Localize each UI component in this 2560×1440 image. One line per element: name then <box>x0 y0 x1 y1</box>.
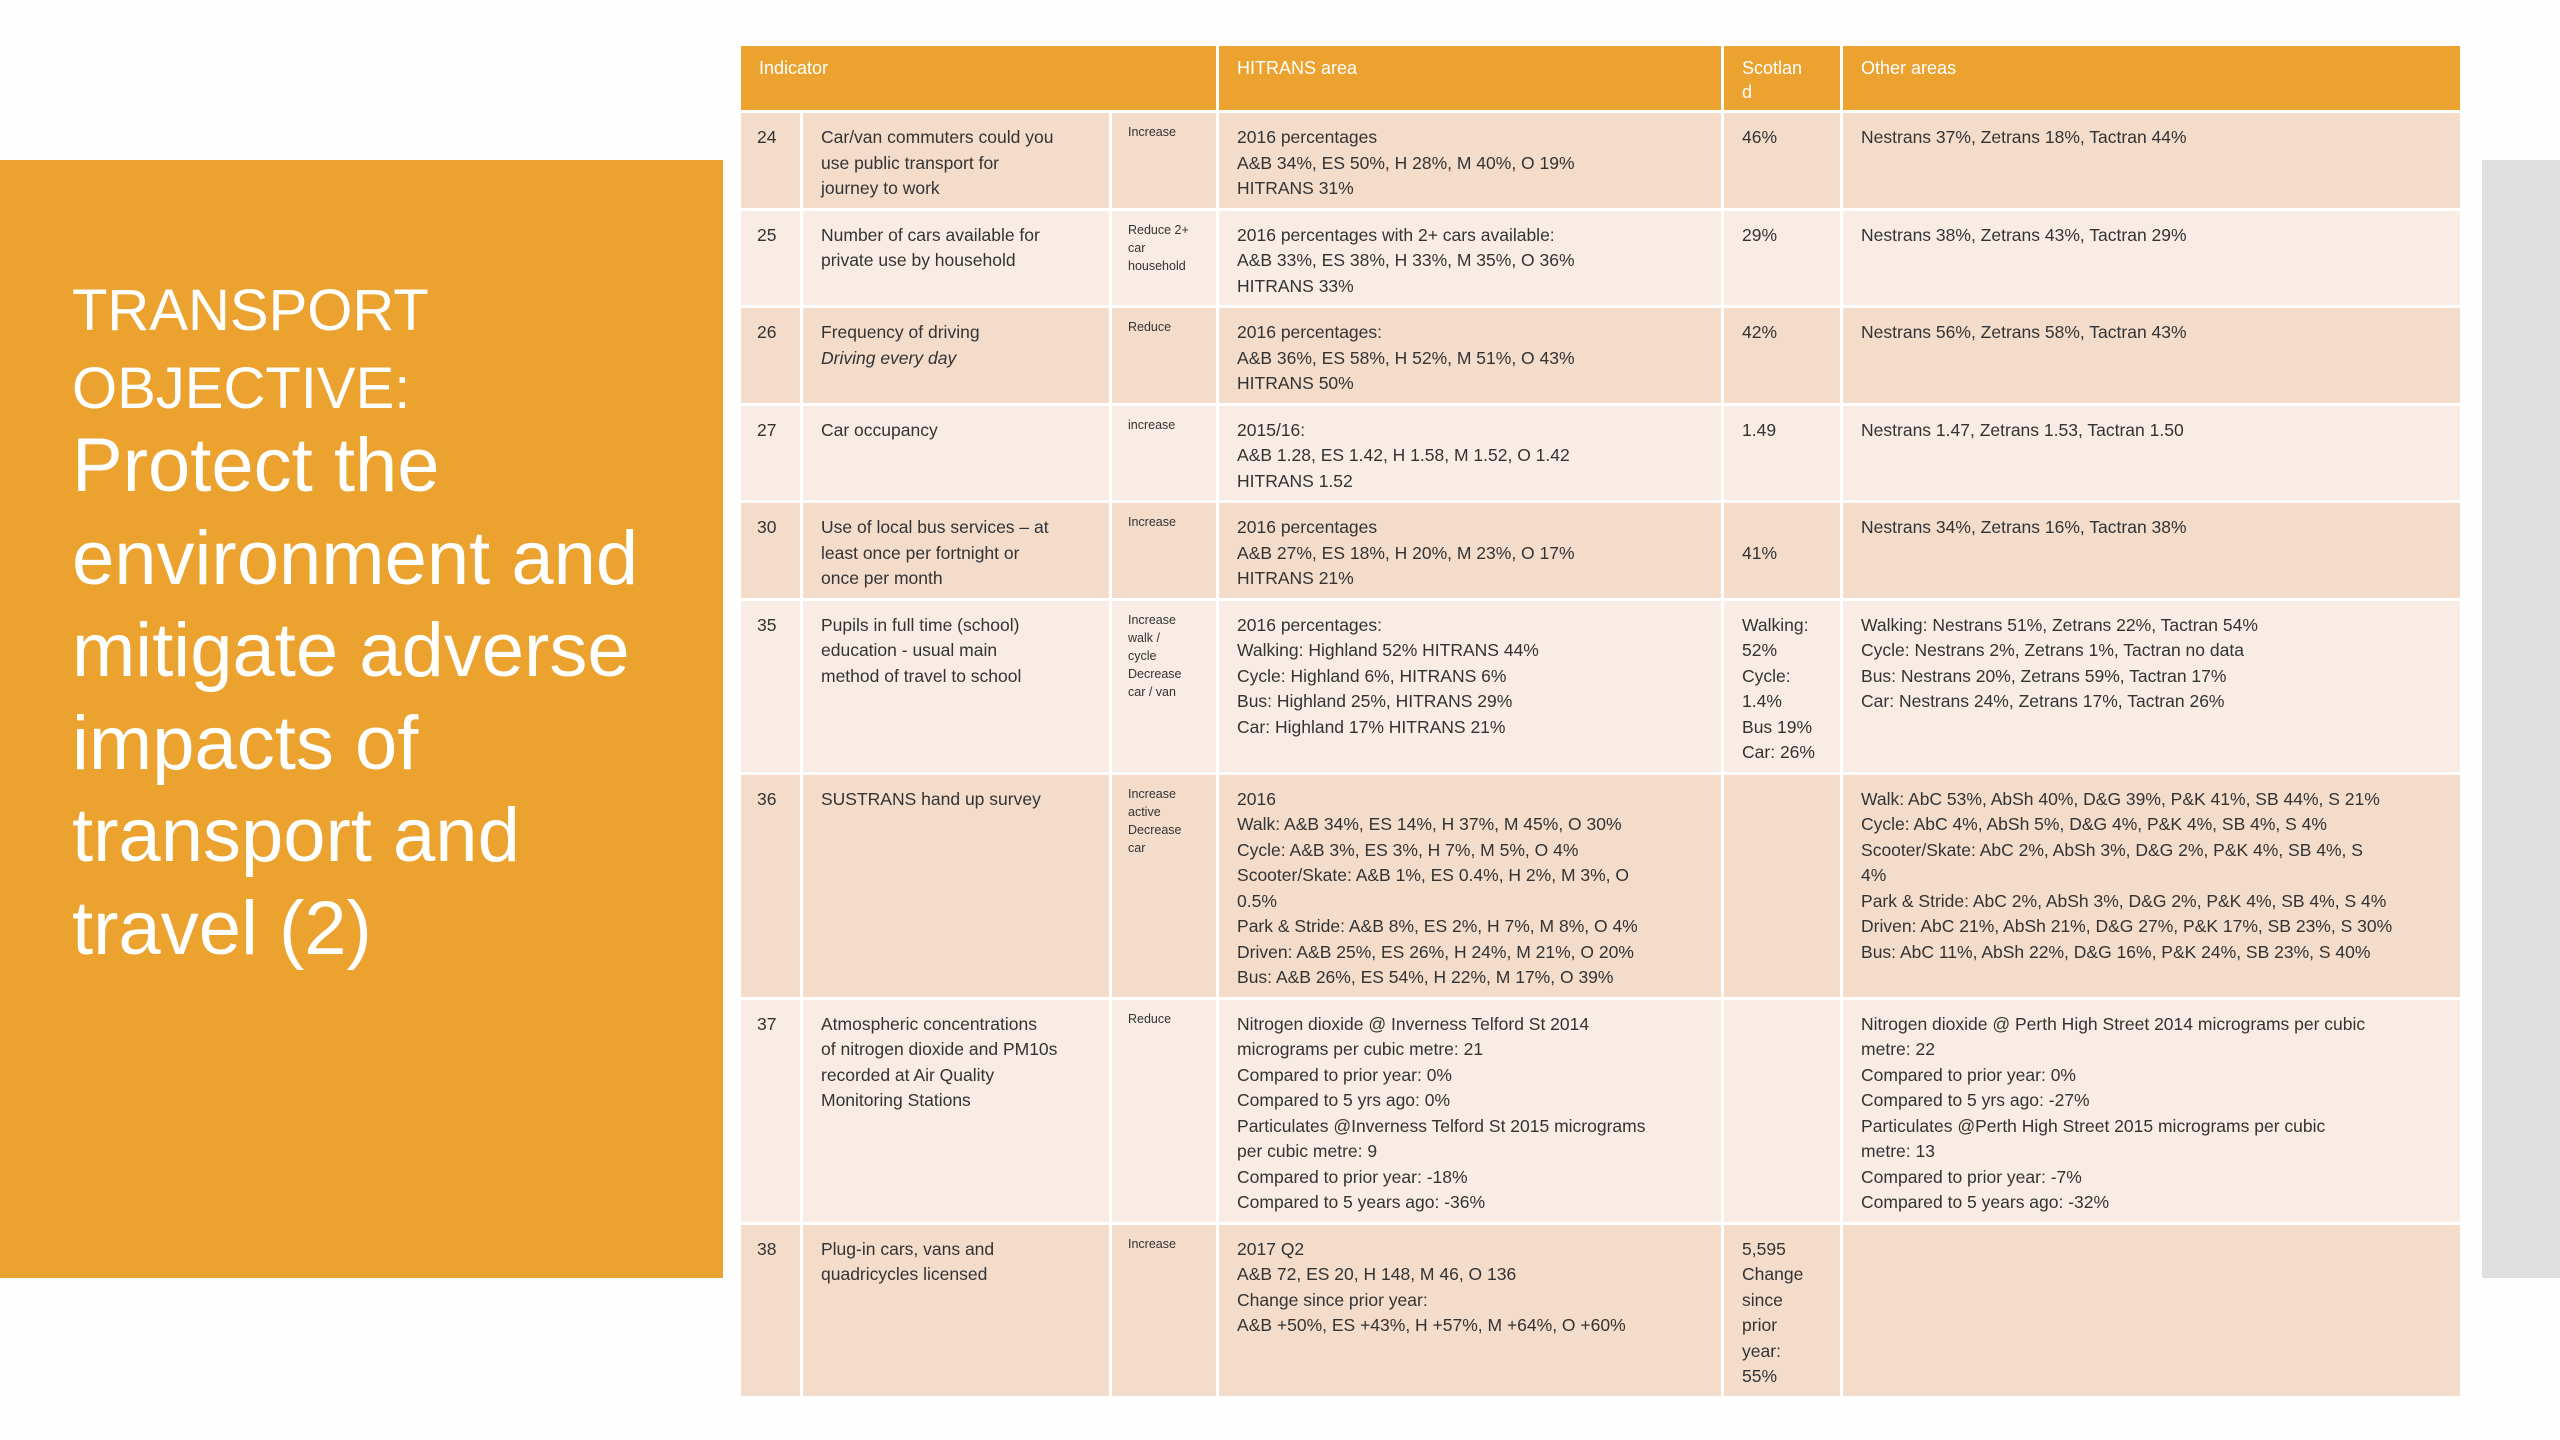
target-direction-line: Decrease <box>1128 666 1182 681</box>
table-row <box>740 112 2462 210</box>
indicator-name-line: of nitrogen dioxide and PM10s <box>821 1039 1058 1059</box>
hitrans-value-line: Cycle: Highland 6%, HITRANS 6% <box>1237 665 1507 686</box>
table-row <box>740 599 2462 773</box>
indicator-number <box>740 404 802 502</box>
other-areas-value-line: Nitrogen dioxide @ Perth High Street 2014 micrograms per cubic <box>1861 1013 2366 1034</box>
indicator-name <box>802 307 1111 405</box>
indicator-name <box>802 112 1111 210</box>
scotland-value <box>1723 599 1842 773</box>
indicator-number <box>740 998 802 1223</box>
target-direction-line: Increase <box>1128 612 1176 627</box>
table-row <box>740 502 2462 600</box>
scotland-value-line: 1.4% <box>1742 691 1782 711</box>
target-direction <box>1111 112 1218 210</box>
indicator-number-line: 37 <box>757 1013 777 1034</box>
header-scotland-part: d <box>1742 82 1753 102</box>
indicator-name-line: Plug-in cars, vans and <box>821 1238 995 1259</box>
header-hitrans: HITRANS area <box>1218 45 1723 112</box>
hitrans-value <box>1218 112 1723 210</box>
indicator-name-line: Frequency of driving <box>821 322 980 342</box>
hitrans-value <box>1218 307 1723 405</box>
hitrans-value-line: Compared to 5 yrs ago: 0% <box>1237 1090 1451 1110</box>
hitrans-value-line: Bus: A&B 26%, ES 54%, H 22%, M 17%, O 39% <box>1237 967 1614 987</box>
indicator-name-line: Use of local bus services – at <box>821 517 1049 537</box>
other-areas-value-line: Car: Nestrans 24%, Zetrans 17%, Tactran 26% <box>1861 691 2225 711</box>
other-areas-value-line: Cycle: Nestrans 2%, Zetrans 1%, Tactran no data <box>1861 640 2244 660</box>
decorative-strip <box>2482 160 2560 1278</box>
hitrans-value-line: A&B 72, ES 20, H 148, M 46, O 136 <box>1237 1264 1517 1284</box>
other-areas-value <box>1842 209 2462 307</box>
hitrans-value-line: Compared to 5 years ago: -36% <box>1237 1192 1486 1212</box>
scotland-value-line: 55% <box>1742 1366 1778 1386</box>
other-areas-value-line: Bus: AbC 11%, AbSh 22%, D&G 16%, P&K 24%, SB 23%, S 40% <box>1861 941 2371 962</box>
indicator-name-line: quadricycles licensed <box>821 1264 988 1284</box>
hitrans-value-line: 2016 percentages: <box>1237 322 1383 342</box>
target-direction-line: increase <box>1128 417 1176 432</box>
hitrans-value <box>1218 773 1723 998</box>
target-direction-line: car / van <box>1128 684 1176 699</box>
indicator-name-line: use public transport for <box>821 152 1000 173</box>
other-areas-value-line: 4% <box>1861 865 1887 885</box>
indicator-number <box>740 307 802 405</box>
scotland-value-line: year: <box>1742 1340 1781 1361</box>
other-areas-value-line: Nestrans 38%, Zetrans 43%, Tactran 29% <box>1861 224 2187 245</box>
hitrans-value <box>1218 1223 1723 1397</box>
other-areas-value <box>1842 599 2462 773</box>
target-direction <box>1111 773 1218 998</box>
other-areas-value <box>1842 502 2462 600</box>
other-areas-value-line: Nestrans 37%, Zetrans 18%, Tactran 44% <box>1861 127 2187 147</box>
scotland-value <box>1723 404 1842 502</box>
other-areas-value-line: Nestrans 34%, Zetrans 16%, Tactran 38% <box>1861 517 2187 537</box>
other-areas-value <box>1842 773 2462 998</box>
table-row <box>740 307 2462 405</box>
scotland-value-line: 5,595 <box>1742 1238 1786 1259</box>
hitrans-value-line: Particulates @Inverness Telford St 2015 micrograms <box>1237 1115 1646 1136</box>
hitrans-value-line: HITRANS 50% <box>1237 373 1354 393</box>
hitrans-value-line: Nitrogen dioxide @ Inverness Telford St 2014 <box>1237 1013 1590 1034</box>
other-areas-value-line: Walk: AbC 53%, AbSh 40%, D&G 39%, P&K 41%, SB 44%, S 21% <box>1861 788 2380 809</box>
hitrans-value-line: Walk: A&B 34%, ES 14%, H 37%, M 45%, O 30% <box>1237 814 1622 834</box>
hitrans-value-line: 2016 percentages: <box>1237 614 1383 635</box>
target-direction-line: Increase <box>1128 515 1176 529</box>
slide-kicker: TRANSPORT OBJECTIVE: <box>72 278 428 421</box>
indicator-name <box>802 502 1111 600</box>
hitrans-value-line: Cycle: A&B 3%, ES 3%, H 7%, M 5%, O 4% <box>1237 839 1579 860</box>
indicator-name-line: Pupils in full time (school) <box>821 614 1020 635</box>
other-areas-value-line: metre: 22 <box>1861 1039 1935 1059</box>
header-scotland-label <box>1742 56 1832 104</box>
other-areas-value-line: Cycle: AbC 4%, AbSh 5%, D&G 4%, P&K 4%, SB 4%, S 4% <box>1861 814 2327 834</box>
other-areas-value-line: Park & Stride: AbC 2%, AbSh 3%, D&G 2%, P&K 4%, SB 4%, S 4% <box>1861 890 2387 911</box>
target-direction-line: Increase <box>1128 125 1176 139</box>
slide-title: Protect the environment and mitigate adverse impacts of transport and travel (2) <box>72 423 639 971</box>
hitrans-value-line: HITRANS 31% <box>1237 178 1354 198</box>
hitrans-value-line: Compared to prior year: 0% <box>1237 1064 1452 1085</box>
target-direction <box>1111 307 1218 405</box>
indicator-number-line: 38 <box>757 1238 777 1259</box>
hitrans-value-line: 2016 <box>1237 788 1276 809</box>
hitrans-value-line: per cubic metre: 9 <box>1237 1141 1378 1161</box>
other-areas-value-line: Bus: Nestrans 20%, Zetrans 59%, Tactran 17% <box>1861 665 2227 686</box>
scotland-value-line: 42% <box>1742 322 1778 342</box>
scotland-value <box>1723 773 1842 998</box>
scotland-value-line: 41% <box>1742 542 1778 563</box>
other-areas-value-line: Compared to prior year: 0% <box>1861 1064 2076 1085</box>
indicator-number <box>740 773 802 998</box>
other-areas-value <box>1842 404 2462 502</box>
hitrans-value-line: 2016 percentages with 2+ cars available: <box>1237 224 1555 245</box>
hitrans-value-line: Change since prior year: <box>1237 1289 1428 1310</box>
table-row <box>740 773 2462 998</box>
indicator-name-line: recorded at Air Quality <box>821 1064 995 1085</box>
indicator-number-line: 24 <box>757 127 777 147</box>
indicator-name-line: Car occupancy <box>821 419 938 440</box>
indicator-number-line: 27 <box>757 419 777 440</box>
indicator-name-line: Atmospheric concentrations <box>821 1013 1037 1034</box>
target-direction <box>1111 404 1218 502</box>
indicator-number <box>740 112 802 210</box>
scotland-value <box>1723 112 1842 210</box>
target-direction-line: Decrease <box>1128 822 1182 837</box>
scotland-value-line: 52% <box>1742 640 1778 660</box>
hitrans-value-line: 0.5% <box>1237 890 1277 911</box>
scotland-value-line: prior <box>1742 1315 1778 1335</box>
target-direction-line: walk / <box>1128 630 1160 645</box>
target-direction-line: car <box>1128 240 1146 255</box>
scotland-value <box>1723 209 1842 307</box>
indicator-number <box>740 502 802 600</box>
indicator-name-line: method of travel to school <box>821 665 1022 686</box>
hitrans-value-line: Compared to prior year: -18% <box>1237 1166 1468 1187</box>
other-areas-value-line: Compared to 5 yrs ago: -27% <box>1861 1090 2090 1110</box>
scotland-value-line: Cycle: <box>1742 665 1791 686</box>
other-areas-value-line: Particulates @Perth High Street 2015 micrograms per cubic <box>1861 1115 2326 1136</box>
indicator-name-line: Monitoring Stations <box>821 1090 971 1110</box>
hitrans-value-line: HITRANS 21% <box>1237 568 1354 588</box>
hitrans-value-line: 2016 percentages <box>1237 517 1378 537</box>
indicator-name <box>802 1223 1111 1397</box>
hitrans-value-line: Driven: A&B 25%, ES 26%, H 24%, M 21%, O 20% <box>1237 941 1634 962</box>
scotland-value-line: Bus 19% <box>1742 716 1813 737</box>
other-areas-value-line: Walking: Nestrans 51%, Zetrans 22%, Tactran 54% <box>1861 614 2258 635</box>
indicator-number <box>740 209 802 307</box>
header-indicator: Indicator <box>740 45 1218 112</box>
indicator-name-line: SUSTRANS hand up survey <box>821 788 1041 809</box>
indicator-name <box>802 599 1111 773</box>
table-header-row <box>740 45 2462 112</box>
hitrans-value-line: A&B 36%, ES 58%, H 52%, M 51%, O 43% <box>1237 347 1575 368</box>
target-direction <box>1111 1223 1218 1397</box>
header-other: Other areas <box>1842 45 2462 112</box>
target-direction-line: household <box>1128 258 1186 273</box>
other-areas-value-line: Nestrans 56%, Zetrans 58%, Tactran 43% <box>1861 322 2187 342</box>
indicator-number <box>740 599 802 773</box>
hitrans-value <box>1218 502 1723 600</box>
hitrans-value <box>1218 404 1723 502</box>
scotland-value-line: Car: 26% <box>1742 742 1815 762</box>
indicator-number <box>740 1223 802 1397</box>
other-areas-value-line: Compared to prior year: -7% <box>1861 1166 2082 1187</box>
hitrans-value <box>1218 209 1723 307</box>
indicator-number-line: 36 <box>757 788 777 809</box>
target-direction-line: Increase <box>1128 786 1176 801</box>
target-direction-line: car <box>1128 840 1146 855</box>
hitrans-value-line: 2017 Q2 <box>1237 1238 1305 1259</box>
indicator-name-line: education - usual main <box>821 640 998 660</box>
other-areas-value <box>1842 998 2462 1223</box>
indicator-name <box>802 209 1111 307</box>
hitrans-value-line: Car: Highland 17% HITRANS 21% <box>1237 716 1506 737</box>
other-areas-value-line: Compared to 5 years ago: -32% <box>1861 1192 2110 1212</box>
scotland-value-line: since <box>1742 1289 1783 1310</box>
indicator-name-line: private use by household <box>821 250 1016 270</box>
header-scotland <box>1723 45 1842 112</box>
indicator-name-line: journey to work <box>821 178 940 198</box>
target-direction-line: Increase <box>1128 1236 1176 1251</box>
scotland-value <box>1723 998 1842 1223</box>
target-direction-line: active <box>1128 804 1161 819</box>
table-row <box>740 998 2462 1223</box>
table-row <box>740 209 2462 307</box>
other-areas-value-line: metre: 13 <box>1861 1141 1935 1161</box>
indicator-number-line: 30 <box>757 517 777 537</box>
other-areas-value-line: Nestrans 1.47, Zetrans 1.53, Tactran 1.50 <box>1861 419 2184 440</box>
target-direction-line: Reduce 2+ <box>1128 222 1189 237</box>
hitrans-value-line: Scooter/Skate: A&B 1%, ES 0.4%, H 2%, M 3%, O <box>1237 865 1630 885</box>
hitrans-value-line: A&B 27%, ES 18%, H 20%, M 23%, O 17% <box>1237 542 1575 563</box>
hitrans-value-line: A&B 1.28, ES 1.42, H 1.58, M 1.52, O 1.42 <box>1237 445 1570 465</box>
scotland-value-line: 1.49 <box>1742 419 1777 440</box>
hitrans-value-line: Walking: Highland 52% HITRANS 44% <box>1237 640 1539 660</box>
table-row <box>740 1223 2462 1397</box>
target-direction-line: Reduce <box>1128 1011 1172 1026</box>
indicator-name-line: least once per fortnight or <box>821 542 1020 563</box>
hitrans-value-line: HITRANS 1.52 <box>1237 470 1353 491</box>
scotland-value-line: 29% <box>1742 224 1778 245</box>
scotland-value <box>1723 502 1842 600</box>
hitrans-value-line: Park & Stride: A&B 8%, ES 2%, H 7%, M 8%, O 4% <box>1237 916 1638 936</box>
other-areas-value <box>1842 112 2462 210</box>
hitrans-value-line: A&B +50%, ES +43%, H +57%, M +64%, O +60% <box>1237 1315 1626 1335</box>
hitrans-value-line: A&B 33%, ES 38%, H 33%, M 35%, O 36% <box>1237 250 1575 270</box>
target-direction <box>1111 502 1218 600</box>
target-direction-line: cycle <box>1128 648 1157 663</box>
indicator-name <box>802 773 1111 998</box>
scotland-value-line: Walking: <box>1742 614 1809 635</box>
target-direction-line: Reduce <box>1128 320 1172 334</box>
indicator-name-subtitle: Driving every day <box>821 347 957 368</box>
hitrans-value-line: micrograms per cubic metre: 21 <box>1237 1039 1484 1059</box>
scotland-value-line: Change <box>1742 1264 1804 1284</box>
indicator-number-line: 35 <box>757 614 777 635</box>
other-areas-value-line: Driven: AbC 21%, AbSh 21%, D&G 27%, P&K 17%, SB 23%, S 30% <box>1861 916 2393 936</box>
other-areas-value <box>1842 1223 2462 1397</box>
hitrans-value <box>1218 998 1723 1223</box>
indicator-name <box>802 404 1111 502</box>
header-scotland-part: Scotlan <box>1742 58 1803 78</box>
target-direction <box>1111 209 1218 307</box>
other-areas-value <box>1842 307 2462 405</box>
scotland-value <box>1723 1223 1842 1397</box>
scotland-value-line: 46% <box>1742 127 1778 147</box>
table-row <box>740 404 2462 502</box>
hitrans-value-line: 2016 percentages <box>1237 127 1378 147</box>
scotland-value-line <box>1742 515 1832 541</box>
hitrans-value-line: 2015/16: <box>1237 419 1306 440</box>
indicator-number-line: 25 <box>757 224 777 245</box>
indicator-number-line: 26 <box>757 322 777 342</box>
other-areas-value-line: Scooter/Skate: AbC 2%, AbSh 3%, D&G 2%, P&K 4%, SB 4%, S <box>1861 839 2363 860</box>
hitrans-value-line: Bus: Highland 25%, HITRANS 29% <box>1237 691 1513 711</box>
scotland-value <box>1723 307 1842 405</box>
hitrans-value-line: A&B 34%, ES 50%, H 28%, M 40%, O 19% <box>1237 152 1575 173</box>
table-body <box>740 112 2462 1398</box>
indicator-table <box>738 43 2463 1399</box>
indicator-name-line: Number of cars available for <box>821 224 1040 245</box>
hitrans-value-line: HITRANS 33% <box>1237 275 1354 296</box>
indicator-name-line: once per month <box>821 568 943 588</box>
target-direction <box>1111 599 1218 773</box>
hitrans-value <box>1218 599 1723 773</box>
target-direction <box>1111 998 1218 1223</box>
indicator-name-line: Car/van commuters could you <box>821 127 1054 147</box>
indicator-name <box>802 998 1111 1223</box>
